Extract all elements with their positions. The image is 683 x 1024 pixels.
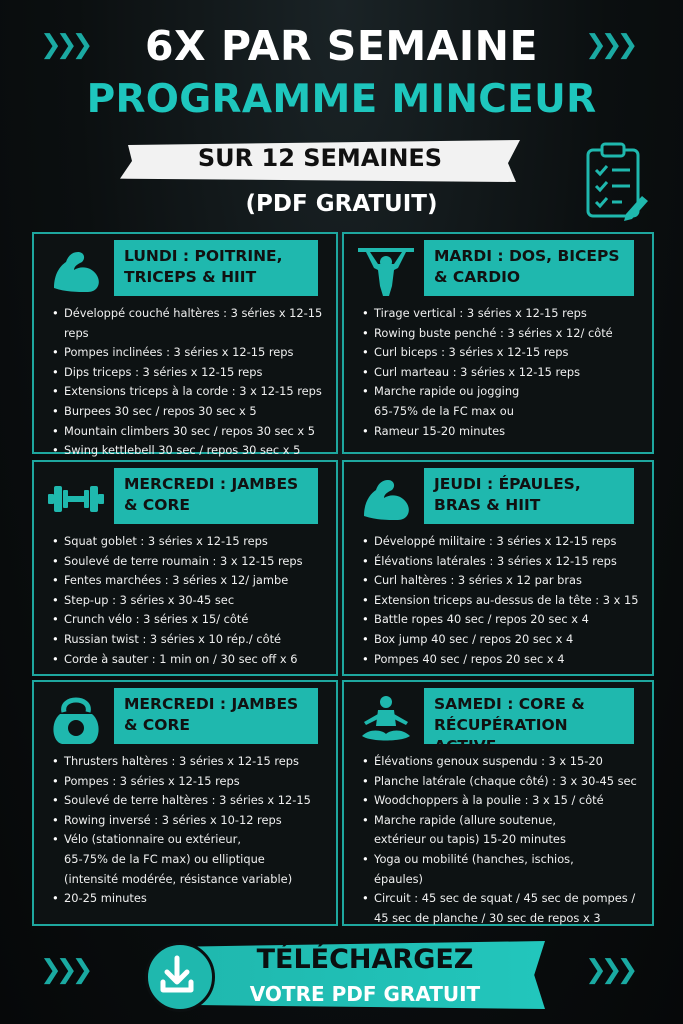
cta-title[interactable]: TÉLÉCHARGEZ: [256, 944, 474, 975]
day-card-thursday: [342, 460, 654, 676]
list-item: • Pompes : 3 séries x 12-15 reps: [52, 772, 336, 792]
list-item: • Marche rapide (allure soutenue, extérieur ou tapis) 15-20 minutes: [362, 811, 652, 850]
pull-up-person-icon: [356, 244, 416, 298]
list-item: • Squat goblet : 3 séries x 12-15 reps: [52, 532, 336, 552]
list-item: • Tirage vertical : 3 séries x 12-15 reps: [362, 304, 652, 324]
list-item: • Développé couché haltères : 3 séries x 12-15 reps: [52, 304, 336, 343]
list-item: • Élévations genoux suspendu : 3 x 15-20: [362, 752, 652, 772]
day-card-title: MERCREDI : JAMBES & CORE: [114, 468, 318, 524]
exercise-list: [344, 304, 652, 441]
day-card-title: SAMEDI : CORE & RÉCUPÉRATION ACTIVE: [424, 688, 634, 744]
list-item: • Pompes inclinées : 3 séries x 12-15 reps: [52, 343, 336, 363]
double-chevron-right-icon: ❯❯❯: [40, 955, 88, 985]
list-item: • Élévations latérales : 3 séries x 12-15 reps: [362, 552, 652, 572]
day-card-wednesday-2: [32, 680, 338, 926]
list-item: • Box jump 40 sec / repos 20 sec x 4: [362, 630, 652, 650]
list-item: • Soulevé de terre roumain : 3 x 12-15 reps: [52, 552, 336, 572]
exercise-list: [34, 304, 336, 461]
list-item: • Curl marteau : 3 séries x 12-15 reps: [362, 363, 652, 383]
exercise-list: [34, 532, 336, 669]
cta-subtitle[interactable]: VOTRE PDF GRATUIT: [249, 982, 481, 1006]
day-card-monday: [32, 232, 338, 458]
list-item: • Extension triceps au-dessus de la tête : 3 x 15: [362, 591, 652, 611]
list-item: • Marche rapide ou jogging 65-75% de la FC max ou: [362, 382, 652, 421]
list-item: • Woodchoppers à la poulie : 3 x 15 / côté: [362, 791, 652, 811]
list-item: • Burpees 30 sec / repos 30 sec x 5: [52, 402, 336, 422]
list-item: • Step-up : 3 séries x 30-45 sec: [52, 591, 336, 611]
double-chevron-right-icon: ❯❯❯: [585, 30, 633, 60]
list-item: • Thrusters haltères : 3 séries x 12-15 reps: [52, 752, 336, 772]
double-chevron-right-icon: ❯❯❯: [40, 30, 88, 60]
day-card-tuesday: [342, 232, 654, 454]
day-card-title: LUNDI : POITRINE, TRICEPS & HIIT: [114, 240, 318, 296]
list-item: • Battle ropes 40 sec / repos 20 sec x 4: [362, 610, 652, 630]
list-item: • Rowing buste penché : 3 séries x 12/ côté: [362, 324, 652, 344]
clipboard-checklist-icon: [582, 140, 654, 226]
list-item: • Pompes 40 sec / repos 20 sec x 4: [362, 650, 652, 670]
list-item: • Développé militaire : 3 séries x 12-15 reps: [362, 532, 652, 552]
list-item: • Dips triceps : 3 séries x 12-15 reps: [52, 363, 336, 383]
flexed-arm-icon: [356, 472, 416, 526]
day-card-title: MERCREDI : JAMBES & CORE: [114, 688, 318, 744]
list-item: • Yoga ou mobilité (hanches, ischios, épaules): [362, 850, 652, 889]
flexed-arm-icon: [46, 244, 106, 298]
day-card-wednesday: [32, 460, 338, 676]
exercise-list: [344, 532, 652, 669]
list-item: • Extensions triceps à la corde : 3 x 12-15 reps: [52, 382, 336, 402]
list-item: • Curl biceps : 3 séries x 12-15 reps: [362, 343, 652, 363]
list-item: • Swing kettlebell 30 sec / repos 30 sec x 5: [52, 441, 336, 461]
double-chevron-right-icon: ❯❯❯: [585, 955, 633, 985]
list-item: • Vélo (stationnaire ou extérieur, 65-75% de la FC max) ou elliptique (intensité modérée, résistance variable): [52, 830, 336, 889]
list-item: • Russian twist : 3 séries x 10 rép./ côté: [52, 630, 336, 650]
day-card-title: MARDI : DOS, BICEPS & CARDIO: [424, 240, 634, 296]
list-item: • Fentes marchées : 3 séries x 12/ jambe: [52, 571, 336, 591]
dumbbell-icon: [46, 472, 106, 526]
title-line-2: PROGRAMME MINCEUR: [86, 77, 597, 122]
list-item: • Soulevé de terre haltères : 3 séries x 12-15: [52, 791, 336, 811]
subtitle-banner-text: SUR 12 SEMAINES: [197, 144, 443, 172]
list-item: • Corde à sauter : 1 min on / 30 sec off x 6: [52, 650, 336, 670]
list-item: • Curl haltères : 3 séries x 12 par bras: [362, 571, 652, 591]
list-item: • Circuit : 45 sec de squat / 45 sec de pompes / 45 sec de planche / 30 sec de repos x 3: [362, 889, 652, 928]
list-item: • Rameur 15-20 minutes: [362, 422, 652, 442]
list-item: • Crunch vélo : 3 séries x 15/ côté: [52, 610, 336, 630]
list-item: • Mountain climbers 30 sec / repos 30 sec x 5: [52, 422, 336, 442]
exercise-list: [34, 752, 336, 909]
kettlebell-icon: [46, 692, 106, 746]
meditation-person-icon: [356, 692, 416, 746]
list-item: • Planche latérale (chaque côté) : 3 x 30-45 sec: [362, 772, 652, 792]
exercise-list: [344, 752, 652, 928]
pdf-free-label: (PDF GRATUIT): [245, 191, 438, 217]
day-card-saturday: [342, 680, 654, 926]
day-card-title: JEUDI : ÉPAULES, BRAS & HIIT: [424, 468, 634, 524]
list-item: • 20-25 minutes: [52, 889, 336, 909]
title-line-1: 6X PAR SEMAINE: [145, 22, 538, 70]
list-item: • Rowing inversé : 3 séries x 10-12 reps: [52, 811, 336, 831]
